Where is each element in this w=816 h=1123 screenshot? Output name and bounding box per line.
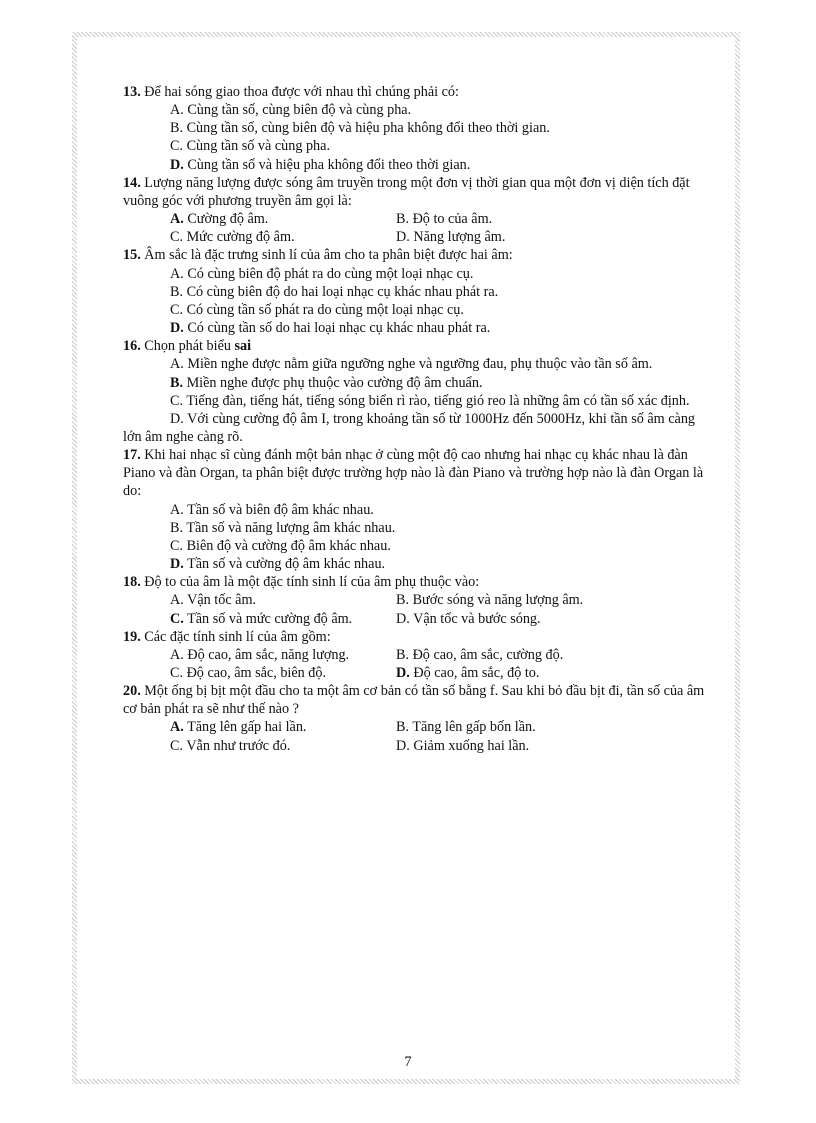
option: A. Tần số và biên độ âm khác nhau.: [170, 501, 374, 518]
option: B. Miền nghe được phụ thuộc vào cường độ âm chuẩn.: [170, 374, 483, 391]
option: C. Biên độ và cường độ âm khác nhau.: [170, 537, 391, 554]
question-text: Các đặc tính sinh lí của âm gồm:: [144, 628, 331, 645]
option: B. Cùng tần số, cùng biên độ và hiệu pha không đổi theo thời gian.: [170, 120, 550, 137]
question-20: [123, 682, 713, 718]
option-row: [123, 646, 713, 664]
question-18: [123, 573, 713, 591]
option-row: [123, 718, 713, 736]
question-19: [123, 628, 713, 646]
option-row: [123, 210, 713, 228]
option: A. Có cùng biên độ phát ra do cùng một loại nhạc cụ.: [170, 265, 474, 282]
option: B. Độ cao, âm sắc, cường độ.: [396, 646, 564, 663]
question-number: 15.: [123, 247, 141, 264]
question-text: Độ to của âm là một đặc tính sinh lí của âm phụ thuộc vào:: [144, 574, 480, 591]
option: D. Độ cao, âm sắc, độ to.: [396, 665, 540, 681]
question-text: Để hai sóng giao thoa được với nhau thì chúng phải có:: [144, 84, 459, 100]
question-15: [123, 246, 713, 264]
question-text: Lượng năng lượng được sóng âm truyền trong một đơn vị thời gian qua một đơn vị diện tích đặt vuông góc với phương truyền âm gọi là:: [123, 174, 690, 209]
question-number: 13.: [123, 84, 141, 100]
option-row: [123, 664, 713, 682]
question-text: Khi hai nhạc sĩ cùng đánh một bản nhạc ở cùng một độ cao nhưng hai nhạc cụ khác nhau là đàn Piano và đàn Organ, ta phân biệt được trường hợp nào là đàn Piano và trường hợp nào là đàn Organ là do:: [123, 447, 704, 500]
option: C. Tiếng đàn, tiếng hát, tiếng sóng biển rì rào, tiếng gió reo là những âm có tần số xác định.: [170, 392, 690, 409]
option: C. Tần số và mức cường độ âm.: [170, 610, 353, 627]
question-number: 17.: [123, 447, 141, 464]
option-row: [123, 591, 713, 609]
question-number: 14.: [123, 174, 141, 191]
option: D. Giảm xuống hai lần.: [396, 737, 530, 754]
option: B. Bước sóng và năng lượng âm.: [396, 592, 584, 609]
option: D. Có cùng tần số do hai loại nhạc cụ khác nhau phát ra.: [170, 320, 491, 337]
option: A. Tăng lên gấp hai lần.: [170, 719, 307, 736]
page-number: 7: [404, 1054, 412, 1070]
option: C. Cùng tần số và cùng pha.: [170, 138, 330, 155]
option: C. Có cùng tần số phát ra do cùng một loại nhạc cụ.: [170, 301, 464, 318]
question-17: [123, 446, 713, 500]
question-13: [123, 83, 713, 101]
option-row: [123, 610, 713, 628]
option-row: [123, 228, 713, 246]
option: D. Tần số và cường độ âm khác nhau.: [170, 556, 386, 573]
option: A. Độ cao, âm sắc, năng lượng.: [170, 646, 350, 663]
question-text: Một ống bị bịt một đầu cho ta một âm cơ bản có tần số bằng f. Sau khi bỏ đầu bịt đi, tần số của âm cơ bản phát ra sẽ như thế nào ?: [123, 683, 705, 718]
option: D. Với cùng cường độ âm I, trong khoảng tần số từ 1000Hz đến 5000Hz, khi tần số âm càng lớn âm nghe càng rõ.: [123, 410, 696, 445]
option: A. Cường độ âm.: [170, 211, 269, 228]
option: C. Độ cao, âm sắc, biên độ.: [170, 665, 327, 681]
option: B. Tăng lên gấp bốn lần.: [396, 719, 536, 736]
question-text: Âm sắc là đặc trưng sinh lí của âm cho ta phân biệt được hai âm:: [144, 247, 513, 264]
option: B. Độ to của âm.: [396, 211, 493, 228]
option: C. Vẫn như trước đó.: [170, 737, 291, 754]
question-number: 16.: [123, 338, 141, 355]
option: A. Miền nghe được nằm giữa ngưỡng nghe và ngưỡng đau, phụ thuộc vào tần số âm.: [170, 356, 653, 373]
document-body: [123, 83, 713, 755]
option: B. Tần số và năng lượng âm khác nhau.: [170, 519, 396, 536]
option: D. Năng lượng âm.: [396, 229, 506, 246]
question-emphasis: sai: [234, 338, 252, 355]
option: C. Mức cường độ âm.: [170, 229, 295, 246]
option: A. Cùng tần số, cùng biên độ và cùng pha.: [170, 102, 412, 119]
option: B. Có cùng biên độ do hai loại nhạc cụ khác nhau phát ra.: [170, 283, 499, 300]
option-row: [123, 737, 713, 755]
question-16: [123, 337, 713, 355]
option: D. Vận tốc và bước sóng.: [396, 610, 541, 627]
question-number: 20.: [123, 683, 141, 700]
question-14: [123, 174, 713, 210]
question-text: Chọn phát biểu: [144, 338, 231, 355]
question-number: 19.: [123, 628, 141, 645]
option: D. Cùng tần số và hiệu pha không đổi theo thời gian.: [170, 156, 471, 173]
option: A. Vận tốc âm.: [170, 592, 257, 609]
question-number: 18.: [123, 574, 141, 591]
